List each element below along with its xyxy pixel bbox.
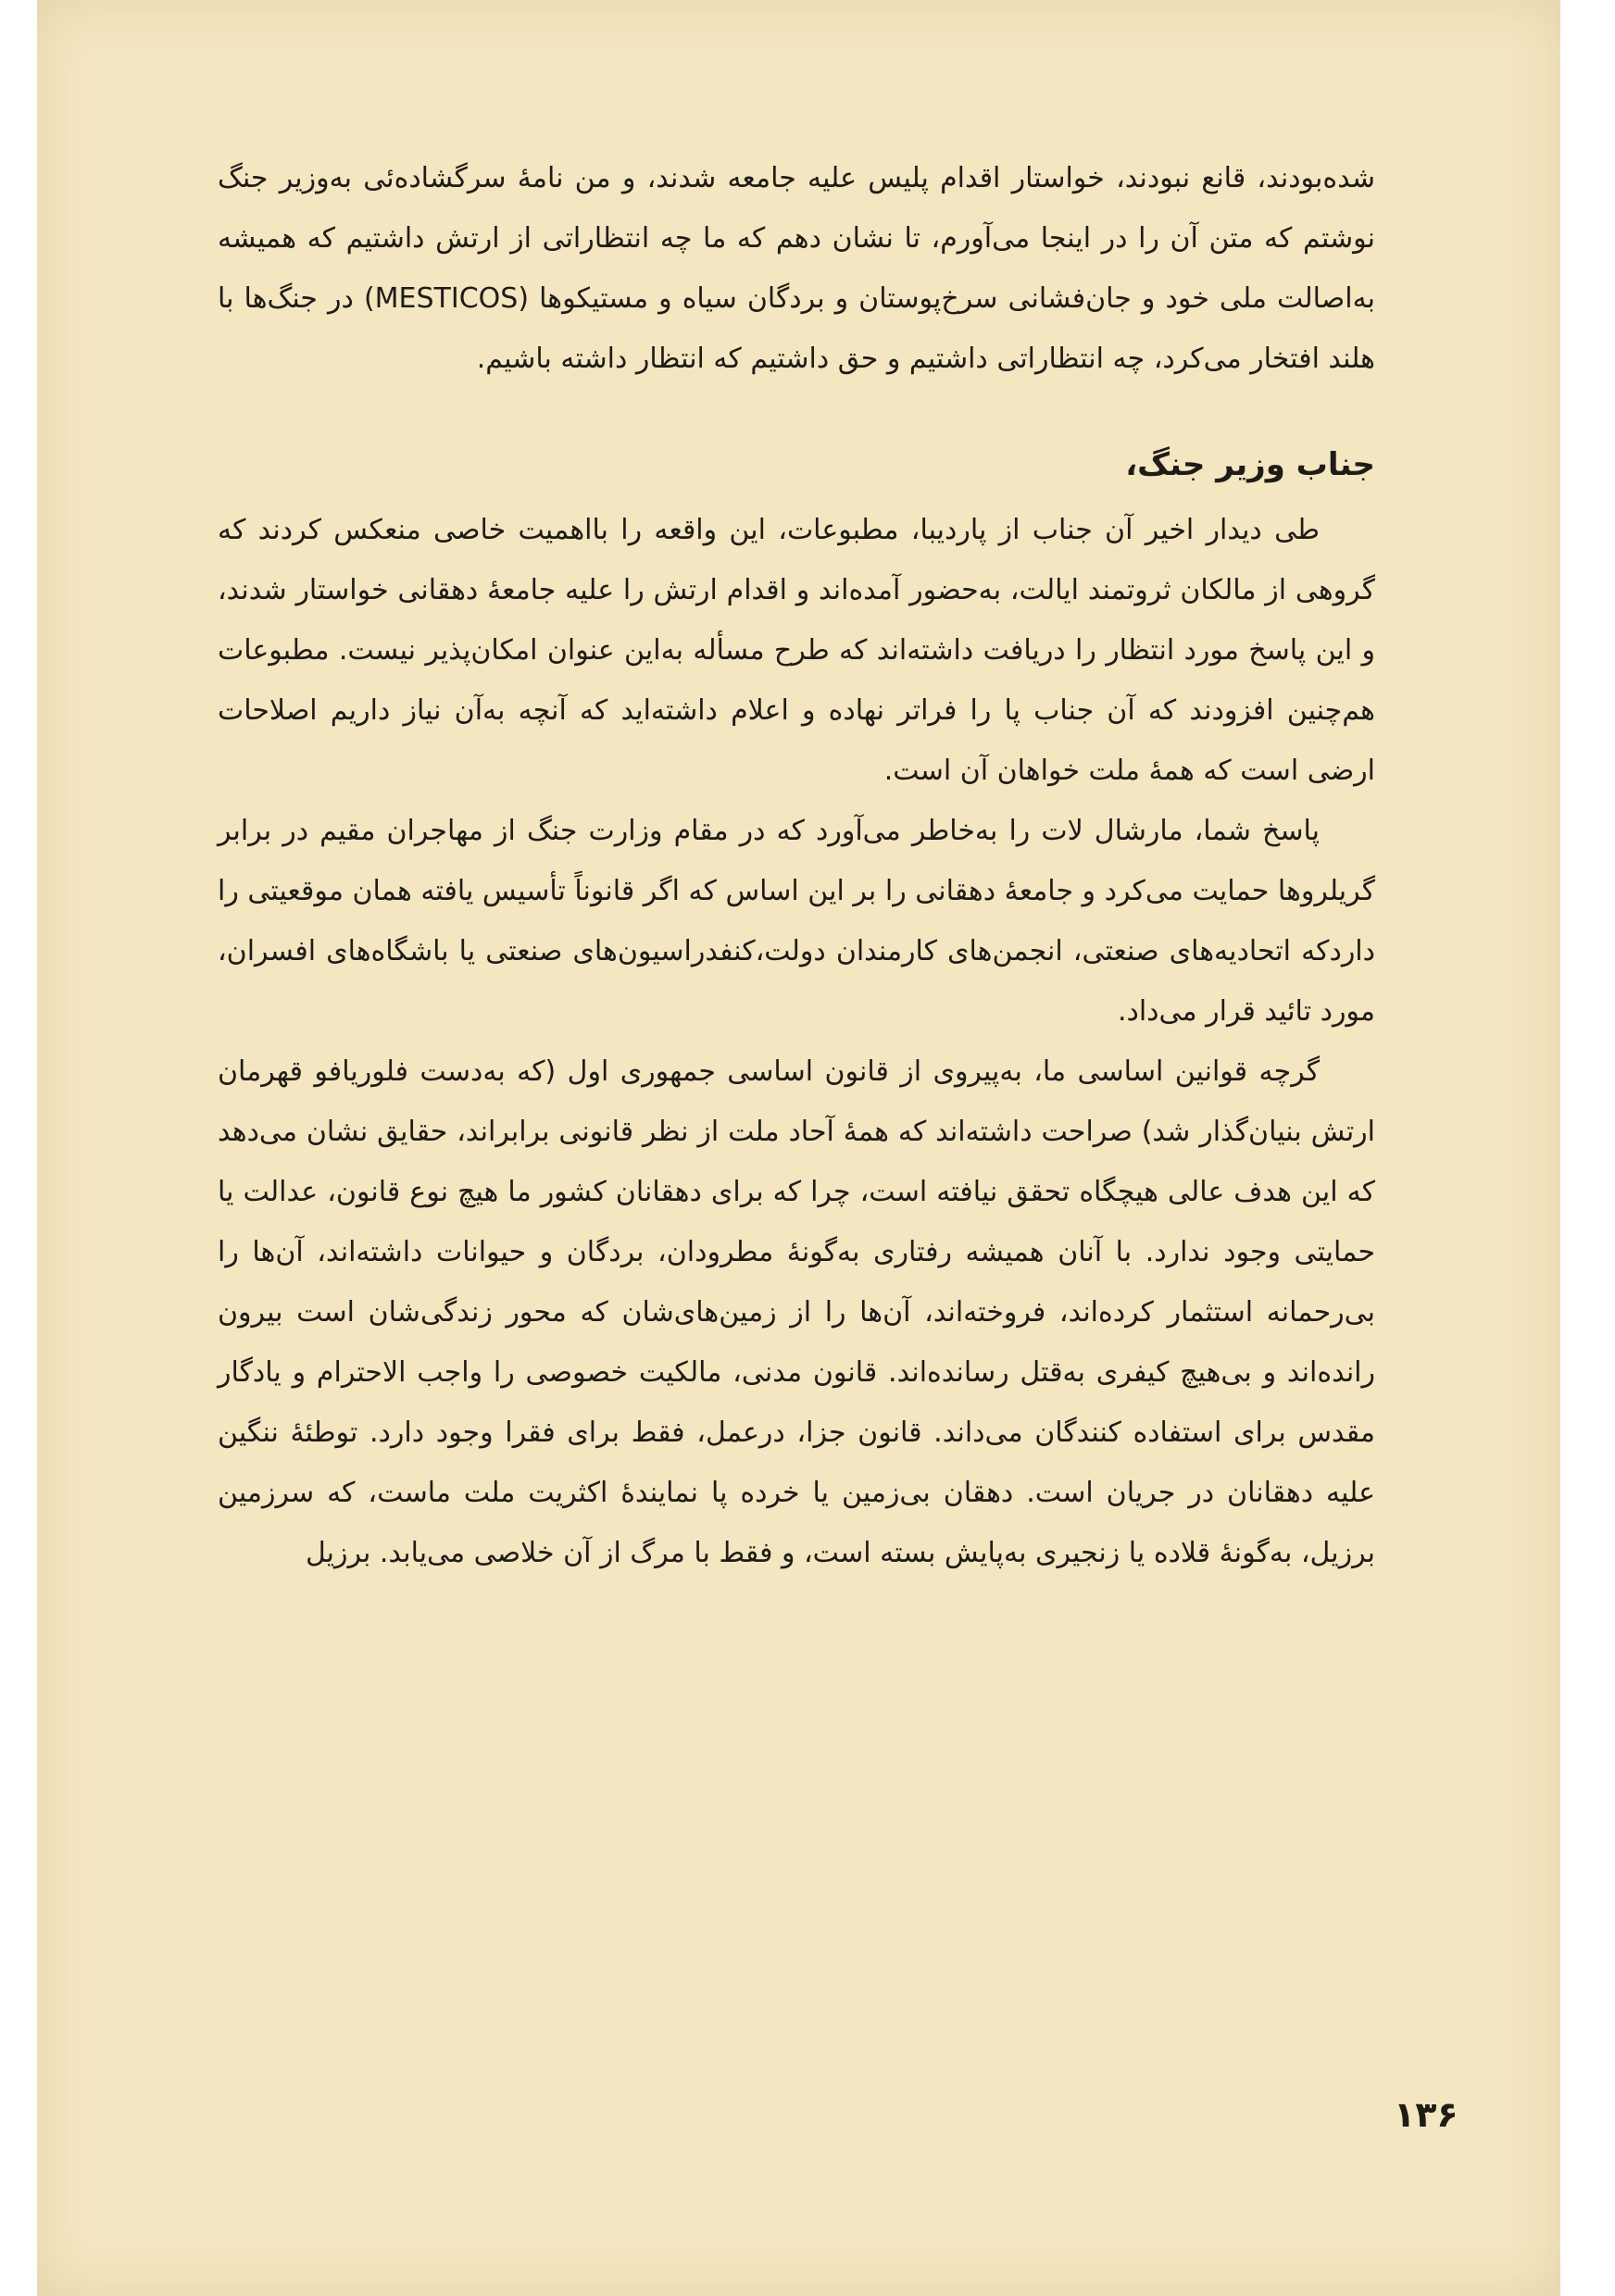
book-page	[37, 0, 1560, 2296]
letter-paragraph-1: طی دیدار اخیر آن جناب از پاردیبا، مطبوعات، این واقعه را بااهمیت خاصی منعکس کردند که گروهی از مالکان ثروتمند ایالت، به‌حضور آمده‌اند و اقدام ارتش را علیه جامعهٔ دهقانی خواستار شدند، و این پاسخ مورد انتظار را دریافت داشته‌اند که طرح مسأله به‌این عنوان امکان‌پذیر نیست. مطبوعات هم‌چنین افزودند که آن جناب پا را فراتر نهاده و اعلام داشته‌اید که آنچه به‌آن نیاز داریم اصلاحات ارضی است که همهٔ ملت خواهان آن است.	[218, 514, 1375, 787]
letter-salutation: جناب وزیر جنگ،	[1125, 446, 1375, 483]
body-text	[218, 148, 1375, 1583]
letter-paragraph-3: گرچه قوانین اساسی ما، به‌پیروی از قانون اساسی جمهوری اول (که به‌دست فلوریافو قهرمان ارتش بنیان‌گذار شد) صراحت داشته‌اند که همهٔ آحاد ملت از نظر قانونی برابراند، حقایق نشان می‌دهد که این هدف عالی هیچگاه تحقق نیافته است، چرا که برای دهقانان کشور ما هیچ نوع قانون، عدالت یا حمایتی وجود ندارد. با آنان همیشه رفتاری به‌گونهٔ مطرودان، بردگان و حیوانات داشته‌اند، آن‌ها را بی‌رحمانه استثمار کرده‌اند، فروخته‌اند، آن‌ها را از زمین‌های‌شان که محور زندگی‌شان است بیرون رانده‌اند و بی‌هیچ کیفری به‌قتل رسانده‌اند. قانون مدنی، مالکیت خصوصی را واجب الاحترام و یادگار مقدس برای استفاده کنندگان می‌داند. قانون جزا، درعمل، فقط برای فقرا وجود دارد. توطئهٔ ننگین علیه دهقانان در جریان است. دهقان بی‌زمین یا خرده پا نمایندهٔ اکثریت ملت ماست، که سرزمین برزیل، به‌گونهٔ قلاده یا زنجیری به‌پایش بسته است، و فقط با مرگ از آن خلاصی می‌یابد. برزیل	[218, 1055, 1375, 1569]
letter-paragraph-2: پاسخ شما، مارشال لات را به‌خاطر می‌آورد که در مقام وزارت جنگ از مهاجران مقیم در برابر گریلروها حمایت می‌کرد و جامعهٔ دهقانی را بر این اساس که اگر قانوناً تأسیس یافته همان موقعیتی را داردکه اتحادیه‌های صنعتی، انجمن‌های کارمندان دولت،کنفدراسیون‌های صنعتی یا باشگاه‌های افسران، مورد تائید قرار می‌داد.	[218, 815, 1375, 1028]
intro-paragraph: شده‌بودند، قانع نبودند، خواستار اقدام پلیس علیه جامعه شدند، و من نامهٔ سرگشاده‌ئی به‌وزیر جنگ نوشتم که متن آن را در اینجا می‌آورم، تا نشان دهم که ما چه انتظاراتی از ارتش داشتیم که همیشه به‌اصالت ملی خود و جان‌فشانی سرخ‌پوستان و بردگان سیاه و مستیکوها (MESTICOS) در جنگ‌ها با هلند افتخار می‌کرد، چه انتظاراتی داشتیم و حق داشتیم که انتظار داشته باشیم.	[218, 162, 1375, 375]
page-number: ۱۳۶	[1394, 2094, 1459, 2135]
